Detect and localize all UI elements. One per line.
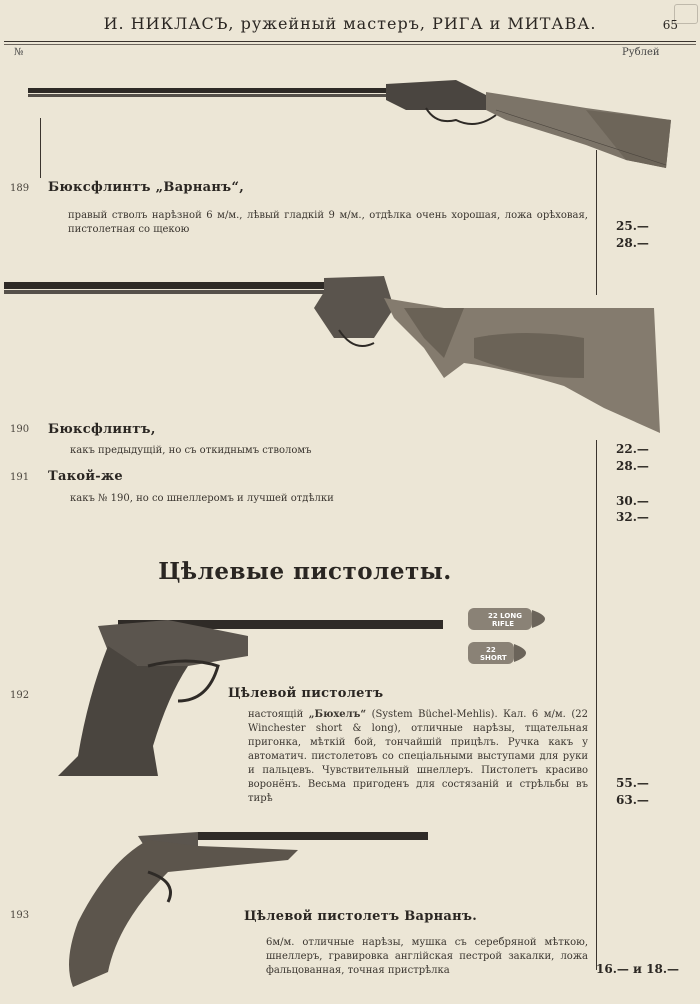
section-title: Цѣлевые пистолеты. xyxy=(158,558,452,585)
item-number: 191 xyxy=(10,472,30,483)
column-header-price: Рублей xyxy=(622,47,660,58)
item-description: 6м/м. отличные нарѣзы, мушка съ серебряной мѣткою, шнеллеръ, гравировка англійская пестрой закалки, ложа фальцованная, точная пристрѣлка xyxy=(266,937,588,976)
cartridge-short-icon xyxy=(468,642,526,664)
svg-text:22: 22 xyxy=(486,646,496,654)
item-price: 16.— и 18.— xyxy=(596,962,680,976)
item-title: Бюксфлинтъ, xyxy=(48,422,156,437)
item-title: Бюксфлинтъ „Варнанъ“, xyxy=(48,180,245,195)
item-price: 28.— xyxy=(616,236,649,250)
item-price: 30.— xyxy=(616,494,649,508)
item-number: 192 xyxy=(10,690,30,701)
item-price: 22.— xyxy=(616,442,649,456)
item-description: настоящій „Бюхелъ“ (System Büchel-Mehlis). Кал. 6 м/м. (22 Winchester short & long), отличные нарѣзы, тщательная пригонка, мѣткій бой, тончайшій прицѣлъ. Ручка какъ у автоматич. пистолетовъ со спеціальными выступами для руки и пальцевъ. Чувствительный шнеллеръ. Пистолетъ красиво воронёнъ. Весьма пригоденъ для состязаній и стрѣльбы въ тирѣ xyxy=(248,709,588,804)
price-column-rule xyxy=(596,440,597,970)
item-title: Цѣлевой пистолетъ xyxy=(228,686,384,701)
item-price: 25.— xyxy=(616,219,649,233)
rifle-illustration-190 xyxy=(4,268,664,438)
cartridge-illustrations xyxy=(466,606,566,670)
item-price: 28.— xyxy=(616,459,649,473)
svg-text:22 LONG: 22 LONG xyxy=(488,612,522,620)
page-number: 65 xyxy=(662,18,678,32)
item-description: какъ № 190, но со шнеллеромъ и лучшей отдѣлки xyxy=(70,493,334,504)
page-header: И. НИКЛАСЪ, ружейный мастеръ, РИГА и МИТАВА. xyxy=(103,14,597,33)
item-description: правый стволъ нарѣзной 6 м/м., лѣвый гладкій 9 м/м., отдѣлка очень хорошая, ложа орѣховая, пистолетная со щекою xyxy=(68,210,588,235)
item-number: 193 xyxy=(10,910,30,921)
item-price: 63.— xyxy=(616,793,649,807)
item-description: какъ предыдущій, но съ откиднымъ стволомъ xyxy=(70,445,312,456)
item-title: Такой-же xyxy=(48,469,123,484)
column-header-number: № xyxy=(14,47,24,58)
item-number: 190 xyxy=(10,424,30,435)
svg-text:RIFLE: RIFLE xyxy=(492,620,515,628)
item-price: 32.— xyxy=(616,510,649,524)
item-title: Цѣлевой пистолетъ Варнанъ. xyxy=(244,909,478,924)
item-number: 189 xyxy=(10,183,30,194)
rifle-illustration-189 xyxy=(26,70,676,185)
header-rule xyxy=(4,41,696,42)
header-rule-secondary xyxy=(4,44,696,45)
svg-text:SHORT: SHORT xyxy=(480,654,507,662)
cartridge-long-rifle-icon xyxy=(468,608,545,630)
item-price: 55.— xyxy=(616,776,649,790)
